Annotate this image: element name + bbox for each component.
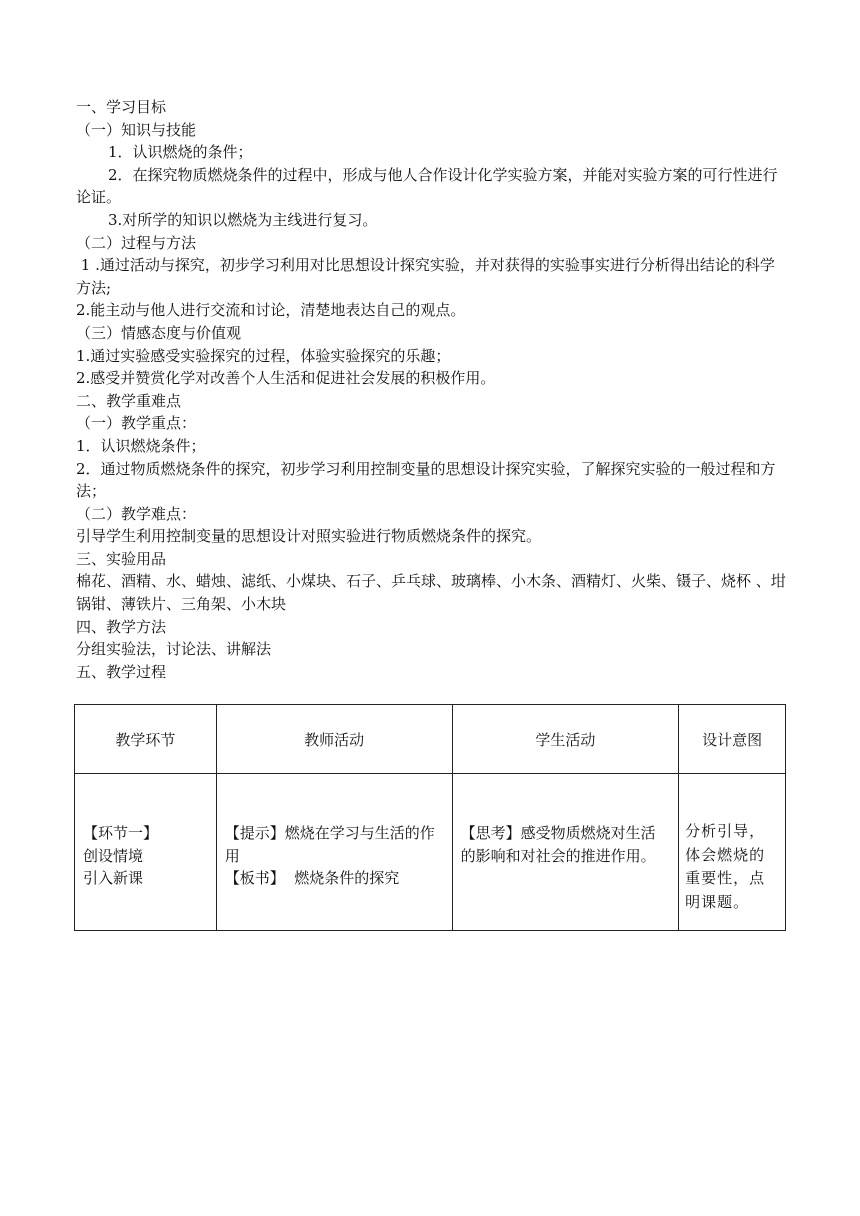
- column-header: 教学环节: [75, 705, 217, 774]
- document-body: [76, 96, 786, 683]
- cell-line: 【提示】燃烧在学习与生活的作用: [224, 824, 435, 865]
- subsection-heading: （二）教学难点：: [76, 504, 197, 523]
- paragraph: 棉花、酒精、水、蜡烛、滤纸、小煤块、石子、乒乓球、玻璃棒、小木条、酒精灯、火柴、镊子、烧杯 、坩锅钳、薄铁片、三角架、小木块: [76, 572, 786, 614]
- subsection-heading: （一）教学重点：: [76, 414, 197, 433]
- subsection-heading: （二）过程与方法: [76, 233, 197, 252]
- table-cell-stage: [75, 774, 217, 931]
- table-cell-teacher-activity: [216, 774, 452, 931]
- subsection-heading: （一）知识与技能: [76, 120, 197, 139]
- paragraph: 2．在探究物质燃烧条件的过程中，形成与他人合作设计化学实验方案，并能对实验方案的可行性进行论证。: [76, 165, 778, 207]
- subsection-heading: （三）情感态度与价值观: [76, 323, 242, 342]
- cell-line: 【思考】感受物质燃烧对生活的影响和对社会的推进作用。: [460, 824, 656, 865]
- paragraph: 分组实验法，讨论法、讲解法: [76, 640, 272, 659]
- lesson-process-table: [74, 704, 786, 931]
- cell-line: 创设情境: [83, 846, 144, 865]
- cell-line: 【环节一】: [83, 824, 159, 842]
- column-header: 教师活动: [216, 705, 452, 774]
- cell-line: 【板书】 燃烧条件的探究: [224, 869, 400, 887]
- paragraph: 引导学生利用控制变量的思想设计对照实验进行物质燃烧条件的探究。: [76, 527, 542, 546]
- column-header: 学生活动: [452, 705, 679, 774]
- paragraph: 2.能主动与他人进行交流和讨论，清楚地表达自己的观点。: [76, 301, 466, 320]
- section-heading: 五、教学过程: [76, 662, 167, 681]
- paragraph: 3.对所学的知识以燃烧为主线进行复习。: [108, 210, 378, 229]
- section-heading: 一、学习目标: [76, 98, 167, 116]
- table-cell-design-intent: [679, 774, 786, 931]
- section-heading: 三、实验用品: [76, 549, 167, 568]
- cell-line: 分析引导，体会燃烧的重要性，点明课题。: [685, 822, 766, 911]
- paragraph: 1 .通过活动与探究，初步学习利用对比思想设计探究实验，并对获得的实验事实进行分析得出结论的科学方法;: [76, 256, 775, 297]
- paragraph: 2.感受并赞赏化学对改善个人生活和促进社会发展的积极作用。: [76, 369, 496, 388]
- paragraph: 1．认识燃烧的条件；: [108, 143, 253, 162]
- column-header: 设计意图: [679, 705, 786, 774]
- cell-line: 引入新课: [83, 869, 144, 887]
- table-row: [75, 774, 786, 931]
- paragraph: 2．通过物质燃烧条件的探究，初步学习利用控制变量的思想设计探究实验，了解探究实验的一般过程和方法；: [76, 459, 776, 501]
- section-heading: 四、教学方法: [76, 617, 167, 636]
- table-cell-student-activity: [452, 774, 679, 931]
- paragraph: 1．认识燃烧条件；: [76, 436, 206, 455]
- section-heading: 二、教学重难点: [76, 391, 182, 410]
- paragraph: 1.通过实验感受实验探究的过程，体验实验探究的乐趣；: [76, 346, 451, 365]
- table-header-row: [75, 705, 786, 774]
